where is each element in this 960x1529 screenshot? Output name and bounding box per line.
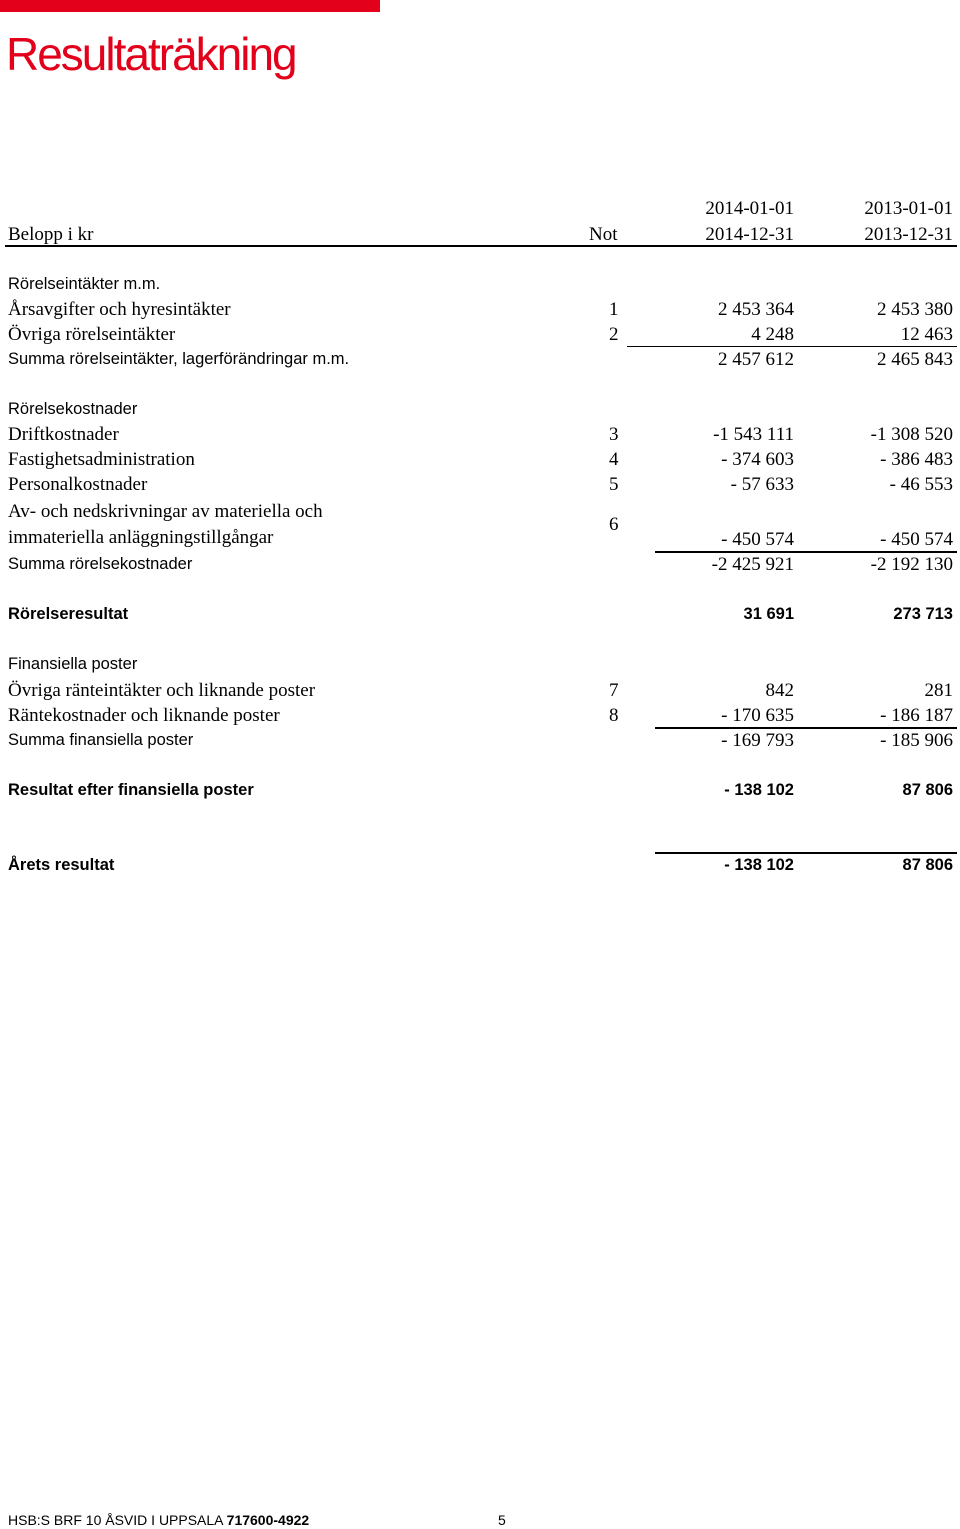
header-rule — [5, 245, 957, 247]
table-row: Av- och nedskrivningar av materiella och immateriella anläggningstillgångar 6 - 450 574 - 450 574 — [8, 501, 953, 550]
period2-from: 2013-01-01 — [864, 198, 953, 219]
table-row: Övriga ränteintäkter och liknande poster 7 842 281 — [8, 680, 953, 701]
amount-label: Belopp i kr — [8, 224, 94, 245]
table-row: Övriga rörelseintäkter 2 4 248 12 463 — [8, 324, 953, 345]
section-heading: Finansiella poster — [8, 655, 138, 673]
total-row: Årets resultat - 138 102 87 806 — [8, 856, 953, 874]
period2-to: 2013-12-31 — [864, 224, 953, 245]
note-column-header: Not — [589, 224, 618, 245]
table-row: Räntekostnader och liknande poster 8 - 170 635 - 186 187 — [8, 705, 953, 726]
subtotal-row: Summa rörelsekostnader -2 425 921 -2 192 130 — [8, 554, 953, 575]
period1-to: 2014-12-31 — [705, 224, 794, 245]
section-heading: Rörelseintäkter m.m. — [8, 275, 161, 293]
table-row: Fastighetsadministration 4 - 374 603 - 386 483 — [8, 449, 953, 470]
result-row: Resultat efter finansiella poster - 138 102 87 806 — [8, 781, 953, 799]
table-row: Årsavgifter och hyresintäkter 1 2 453 364 2 453 380 — [8, 299, 953, 320]
table-row: Personalkostnader 5 - 57 633 - 46 553 — [8, 474, 953, 495]
table-row: Driftkostnader 3 -1 543 111 -1 308 520 — [8, 424, 953, 445]
period1-from: 2014-01-01 — [705, 198, 794, 219]
footer-organization — [8, 1511, 309, 1529]
page-number: 5 — [498, 1512, 506, 1528]
footer-org-name: HSB:S BRF 10 ÅSVID I UPPSALA — [8, 1512, 223, 1528]
result-row: Rörelseresultat 31 691 273 713 — [8, 605, 953, 623]
page-title: Resultaträkning — [6, 28, 296, 80]
header-accent-bar — [0, 0, 380, 12]
section-heading: Rörelsekostnader — [8, 400, 138, 418]
footer-org-number: 717600-4922 — [226, 1512, 310, 1528]
subtotal-row: Summa rörelseintäkter, lagerförändringar m.m. 2 457 612 2 465 843 — [8, 349, 953, 370]
column-header-row — [0, 222, 960, 247]
subtotal-row: Summa finansiella poster - 169 793 - 185 906 — [8, 730, 953, 751]
period-from-row — [0, 196, 960, 221]
